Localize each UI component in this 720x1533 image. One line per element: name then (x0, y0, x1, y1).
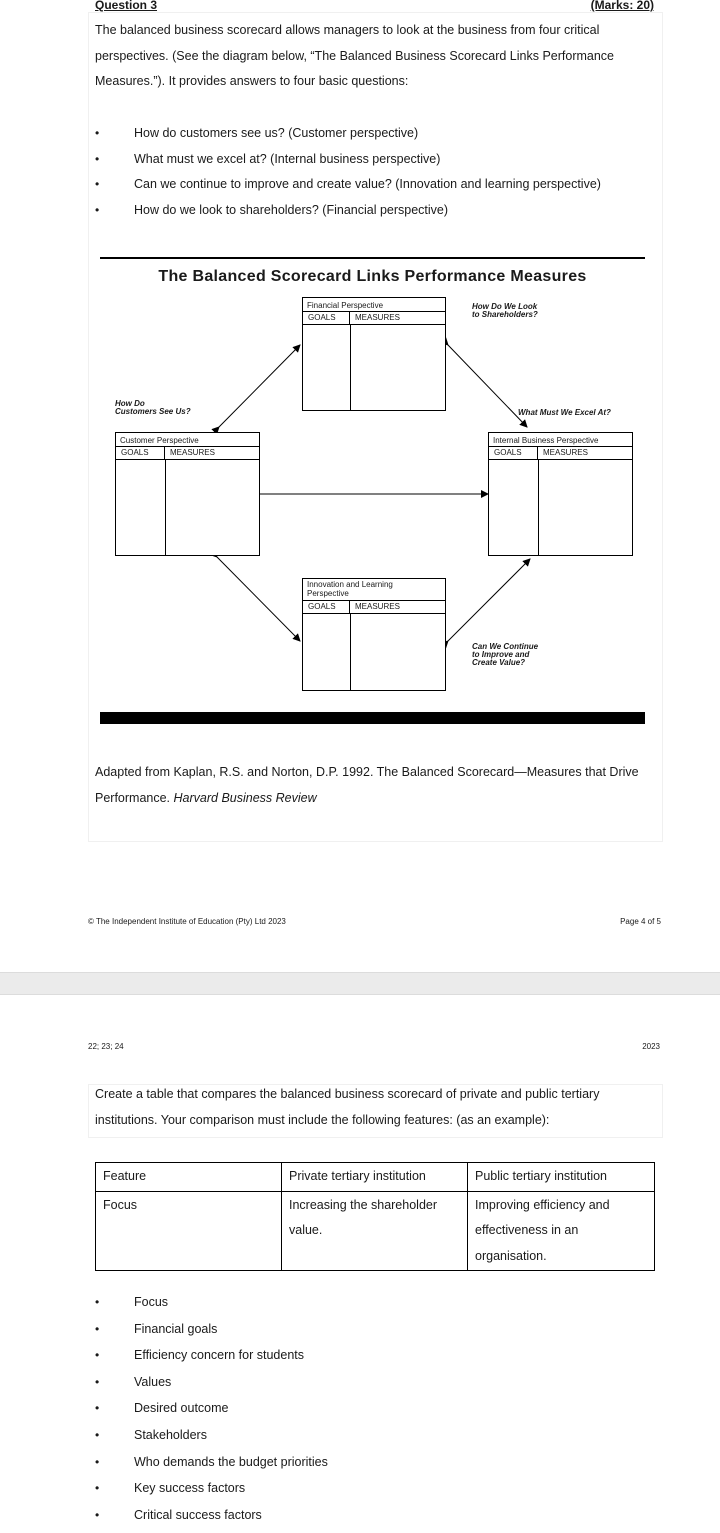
table-header-row (96, 1163, 655, 1192)
instruction-paragraph (95, 1082, 655, 1133)
header-public: Public tertiary institution (468, 1163, 655, 1192)
label-line: to Improve and (472, 650, 530, 659)
cell-line: organisation. (475, 1248, 547, 1263)
intro-paragraph (95, 18, 655, 95)
goals-header: GOALS (116, 447, 165, 459)
cell-public (468, 1191, 655, 1271)
citation-line (95, 786, 655, 812)
label-what-must-we-excel-at: What Must We Excel At? (518, 408, 611, 417)
label-line: Can We Continue (472, 642, 539, 651)
header-private: Private tertiary institution (282, 1163, 468, 1192)
arrow-financial-internal (448, 345, 527, 427)
intro-line: The balanced business scorecard allows managers to look at the business from four critical (95, 23, 600, 37)
measures-header: MEASURES (355, 313, 400, 322)
label-line: Create Value? (472, 658, 526, 667)
label-line: Customers See Us? (115, 407, 191, 416)
goals-header: GOALS (303, 312, 350, 324)
intro-line: Measures.”). It provides answers to four basic questions: (95, 74, 409, 88)
cell-line: Increasing the shareholder (289, 1197, 438, 1212)
page-header-left: 22; 23; 24 (88, 1042, 124, 1051)
measures-header: MEASURES (543, 448, 588, 457)
arrow-customer-financial (219, 345, 300, 427)
box-title: Customer Perspective (116, 433, 259, 447)
cell-private (282, 1191, 468, 1271)
instruction-line: institutions. Your comparison must include the following features: (as an example): (95, 1112, 550, 1127)
citation-text: Performance. (95, 790, 174, 805)
page-number: Page 4 of 5 (620, 917, 661, 926)
cell-feature: Focus (96, 1191, 282, 1271)
arrow-innovation-internal (448, 559, 530, 641)
list-item: • Financial goals (95, 1316, 655, 1343)
list-item: • What must we excel at? (Internal business perspective) (95, 147, 655, 173)
label-how-do-we-look-to-shareholders (472, 303, 538, 319)
goals-header: GOALS (303, 601, 350, 613)
list-item: • Can we continue to improve and create value? (Innovation and learning perspective) (95, 172, 655, 198)
list-item: • Values (95, 1369, 655, 1396)
cell-line: effectiveness in an (475, 1223, 579, 1237)
list-item: • Efficiency concern for students (95, 1342, 655, 1369)
label-line: to Shareholders? (472, 310, 538, 319)
list-item: • Critical success factors (95, 1502, 655, 1529)
box-title: Internal Business Perspective (489, 433, 632, 447)
customer-perspective-box (115, 432, 260, 556)
cell-line: value. (289, 1223, 323, 1237)
header-feature: Feature (96, 1163, 282, 1192)
box-title-line: Innovation and Learning (307, 580, 393, 589)
copyright-footer: © The Independent Institute of Education (Pty) Ltd 2023 (88, 917, 286, 926)
instruction-line: Create a table that compares the balanced business scorecard of private and public tertiary (95, 1087, 600, 1101)
arrow-customer-innovation (217, 557, 300, 641)
goals-header: GOALS (489, 447, 538, 459)
innovation-learning-perspective-box (302, 578, 446, 691)
internal-business-perspective-box (488, 432, 633, 556)
journal-name: Harvard Business Review (173, 790, 317, 805)
measures-header: MEASURES (170, 448, 215, 457)
citation-line: Adapted from Kaplan, R.S. and Norton, D.P. 1992. The Balanced Scorecard—Measures that Drive (95, 765, 639, 779)
questions-list (95, 121, 655, 223)
box-title (303, 579, 445, 601)
scorecard-diagram (100, 257, 645, 724)
features-list (95, 1289, 655, 1528)
citation (95, 760, 655, 811)
cell-line: Improving efficiency and (475, 1197, 610, 1212)
financial-perspective-box (302, 297, 446, 411)
label-line: How Do We Look (472, 302, 538, 311)
diagram-title: The Balanced Scorecard Links Performance Measures (158, 268, 587, 285)
measures-header: MEASURES (355, 602, 400, 611)
label-how-do-customers-see-us (115, 400, 191, 416)
list-item: • Who demands the budget priorities (95, 1449, 655, 1476)
marks-label: (Marks: 20) (590, 0, 654, 12)
box-title-line: Perspective (307, 588, 349, 598)
list-item: • Desired outcome (95, 1395, 655, 1422)
list-item: • Stakeholders (95, 1422, 655, 1449)
comparison-table (95, 1162, 655, 1271)
label-line: How Do (115, 399, 145, 408)
list-item: • Key success factors (95, 1475, 655, 1502)
list-item: • Focus (95, 1289, 655, 1316)
list-item: • How do customers see us? (Customer perspective) (95, 121, 655, 147)
question-label: Question 3 (95, 0, 158, 12)
box-title: Financial Perspective (303, 298, 445, 312)
label-can-we-continue-to-improve (472, 643, 538, 667)
table-row (96, 1191, 655, 1271)
diagram-bottom-bar (100, 712, 645, 724)
page-separator (0, 972, 720, 995)
intro-line: perspectives. (See the diagram below, “The Balanced Business Scorecard Links Performance (95, 48, 615, 63)
page-header-year: 2023 (642, 1042, 660, 1051)
list-item: • How do we look to shareholders? (Financial perspective) (95, 198, 655, 224)
